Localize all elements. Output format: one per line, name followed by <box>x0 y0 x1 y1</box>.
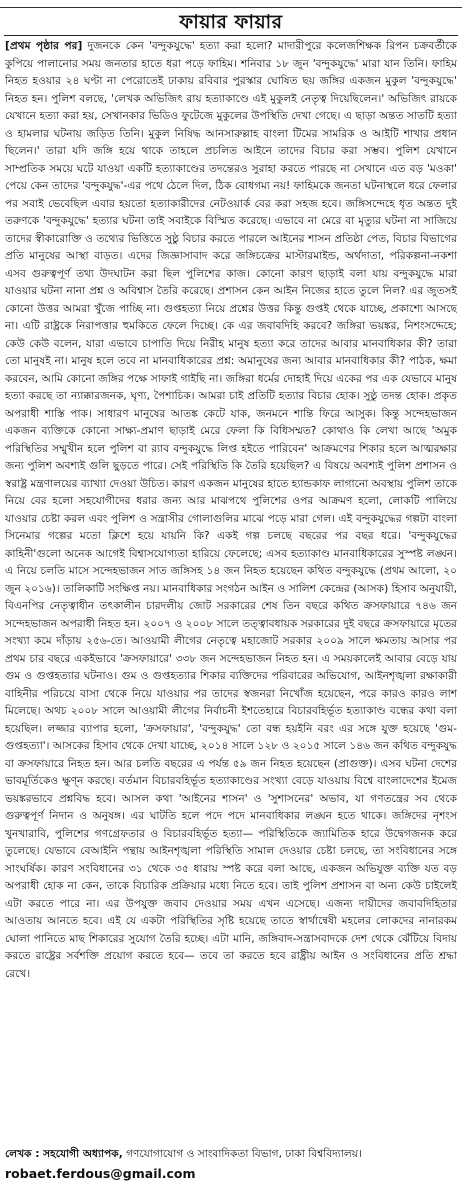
article-text: দুজনকে কেন 'বন্দুকযুদ্ধে' হত্যা করা হলো? মাদারীপুরে কলেজশিক্ষক রিপন চক্রবর্তীকে কুপিয়ে পালানোর সময় জনতার হাতে ধরা পড়ে ফাহিম। শনিবার ১৮ জুন 'বন্দুকযুদ্ধে' মারা যান তিনি। ফাহিম নিহত হওয়ার ২৪ ঘণ্টা না পেরোতেই ঢাকায় রবিবার পুরস্কার ঘোষিত ছয় জঙ্গির একজন মুকুল 'বন্দুকযুদ্ধে' নিহত হন। পুলিশ বলছে, 'লেখক অভিজিৎ রায় হত্যাকাণ্ডে এই মুকুলই নেতৃত্ব দিয়েছিলেন।' অভিজিৎ রায়কে যেখানে হত্যা করা হয়, সেখানকার ভিডিও ফুটেজে মুকুলের উপস্থিতি দেখা গেছে। এ ছাড়া অন্তত সাতটি হত্যা ও হামলার ঘটনায় জড়িত তিনি। মুকুল নিষিদ্ধ আনসারুল্লাহ বাংলা টিমের সামরিক ও আইটি শাখার প্রধান ছিলেন।' তারা যদি জঙ্গি হয়ে থাকে তাহলে প্রচলিত আইনে তাদের বিচার করা সম্ভব। পুলিশ যেখানে সাম্প্রতিক সময়ে ঘটে যাওয়া একটি হত্যাকাণ্ডের তদন্তেরও সুরাহা করতে পারছে না সেখানে এত বড় 'মওকা' পেয়ে কেন তাদের 'বন্দুকযুদ্ধ'-এর পথে ঠেলে দিল, ঠিক বোধগম্য নয়! ফাহিমকে জনতা ঘটনাস্থলে ধরে ফেলার পর সবাই ভেবেছিল এবার হয়তো হত্যাকারীদের নেটওয়ার্ক বের করা সহজ হবে। জঙ্গিসন্দেহে ধৃত অন্তত দুই তরুণকে 'বন্দুকযুদ্ধে' হত্যার ঘটনা তাই সবাইকে বিস্মিত করেছে। এভাবে না মেরে বা মৃত্যুর ঘটনা না সাজিয়ে তাদের স্বীকারোক্তি ও তথ্যের ভিত্তিতে সুষ্ঠু বিচার করতে পারলে আইনের শাসন প্রতিষ্ঠা পেত, বিচার বিভাগের প্রতি মানুষের আস্থা বাড়ত। এদের জিজ্ঞাসাবাদ করে জঙ্গিচক্রের মাস্টারমাইন্ড, অর্থদাতা, পরিকল্পনা-নকশা এসব গুরুত্বপূর্ণ তথ্য উদঘাটন করা ছিল পুলিশের কাজ। কোনো কারণ ছাড়াই বলা যায় বন্দুকযুদ্ধে মারা যাওয়ার ঘটনা নানা প্রশ্ন ও অবিশ্বাস তৈরি করেছে। প্রশাসন কেন আইন নিজের হাতে তুলে নিল? এর জুতসই কোনো উত্তর আমরা খুঁজে পাচ্ছি না। গুপ্তহত্যা নিয়ে প্রশ্নের উত্তর কিন্তু গুপ্তই থেকে যাচ্ছে, প্রকাশ্যে আসছে না। এটি রাষ্ট্রকে নিরাপত্তার হুমকিতে ফেলে দিচ্ছে। কে এর জবাবদিহি করবে? জঙ্গিরা ভয়ঙ্কর, নিশংসদ্দেহে; কেউ কেউ বলেন, যারা এভাবে চাপাতি দিয়ে নিরীহ মানুষ হত্যা করে তাদের আবার মানবাধিকার কী? তারা তো মানুষই না। মানুষ হলে তবে না মানবাধিকারের প্রশ্ন: অমানুষের জন্য আবার মানবাধিকার কী? পাঠক, ক্ষমা করবেন, আমি কোনো জঙ্গির পক্ষে সাফাই গাইছি না। জঙ্গিরা ধর্মের দোহাই দিয়ে একের পর এক যেভাবে মানুষ হত্যা করছে তা ন্যাক্কারজনক, ঘৃণ্য, পৈশাচিক। আমরা চাই প্রতিটি হত্যার বিচার হোক। সুষ্ঠু তদন্ত হোক। প্রকৃত অপরাধী শাস্তি পাক। সাধারণ মানুষের আতঙ্ক কেটে যাক, জনমনে শান্তি ফিরে আসুক। কিন্তু সন্দেহভাজন একজন ব্যক্তিকে কোনো সাক্ষ্য-প্রমাণ ছাড়াই মেরে ফেলা কি বিধিসম্মত? কোথাও কি লেখা আছে 'অমুক পরিস্থিতির সম্মুখীন হলে পুলিশ বা র‍্যাব বন্দুকযুদ্ধে লিপ্ত হইতে পারিবেন' আক্রমণের শিকার হলে আত্মরক্ষার জন্য পুলিশ অবশ্যই গুলি ছুড়তে পারে। সেই পরিস্থিতি কি তৈরি হয়েছিল? এ বিষয়ে অবশ্যই পুলিশ প্রশাসন ও স্বরাষ্ট্র মন্ত্রণালয়ের ব্যাখ্যা দেওয়া উচিত। কারণ একজন মানুষের হাতে হ্যান্ডকাফ লাগানো অবস্থায় পুলিশ তাকে নিয়ে বের হলো সহযোগীদের ধরার জন্য আর মাঝপথে পুলিশের ওপর আক্রমণ হলো, লোকটি পালিয়ে যাওয়ার চেষ্টা করল এবং পুলিশ ও সন্ত্রাসীর গোলাগুলির মাঝে পড়ে মারা গেল। এই বন্দুকযুদ্ধের গল্পটা বাংলা সিনেমার গল্পের মতো ক্লিশে হয়ে যায়নি কি? একই গল্প চলছে বছরের পর বছর ধরে। 'বন্দুকযুদ্ধের কাহিনী'গুলো অনেক আগেই বিশ্বাসযোগ্যতা হারিয়ে ফেলেছে; এসব হত্যাকাণ্ড মানবাধিকারের সুস্পষ্ট লঙ্ঘন। এ নিয়ে চলতি মাসে সন্দেহভাজন সাত জঙ্গিসহ ১৪ জন নিহত হয়েছেন কথিত বন্দুকযুদ্ধে (প্রথম আলো, ২০ জুন ২০১৬)। তালিকাটি সংক্ষিপ্ত নয়। মানবাধিকার সংগঠন আইন ও সালিশ কেন্দ্রের (আসক) হিসাব অনুযায়ী, বিএনপির নেতৃত্বাধীন তৎকালীন চারদলীয় জোট সরকারের শেষ তিন বছরে কথিত ক্রসফায়ারে ৭৪৬ জন সন্দেহভাজন অপরাধী নিহত হন। ২০০৭ ও ২০০৮ সালে তত্ত্বাবধায়ক সরকারের দুই বছরে ক্রসফায়ারে মৃতের সংখ্যা কমে দাঁড়ায় ২৫৬-তে। আওয়ামী লীগের নেতৃত্বে মহাজোট সরকার ২০০৯ সালে ক্ষমতায় আসার পর প্রথম চার বছরে একইভাবে 'ক্রসফায়ারে' ৩৩৮ জন সন্দেহভাজন নিহত হন। এ সময়কালেই আবার বেড়ে যায় গুম ও গুপ্তহত্যার ঘটনাও। গুম ও গুপ্তহত্যার শিকার ব্যক্তিদের পরিবারের অভিযোগ, আইনশৃঙ্খলা রক্ষাকারী বাহিনীর পরিচয়ে বাসা থেকে নিয়ে যাওয়ার পর তাদের স্বজনরা নিখোঁজ হয়েছেন, পরে কারও কারও লাশ মিলেছে। অথচ ২০০৮ সালে আওয়ামী লীগের নির্বাচনী ইশতেহারে বিচারবহির্ভূত হত্যাকাণ্ড বন্ধের কথা বলা হয়েছিল। লজ্জার ব্যাপার হলো, 'ক্রসফায়ার', 'বন্দুকযুদ্ধ' তো বন্ধ হয়ইনি বরং এর সঙ্গে যুক্ত হয়েছে 'গুম-গুপ্তহত্যা'। আসকের হিসাব থেকে দেখা যাচ্ছে, ২০১৪ সালে ১২৮ ও ২০১৫ সালে ১৪৬ জন কথিত বন্দুকযুদ্ধ বা ক্রসফায়ারে নিহত হন। আর চলতি বছরের এ পর্যন্ত ৫৯ জন নিহত হয়েছেন (প্রাগুক্ত)। এসব ঘটনা দেশের ভাবমূর্তিকেও ক্ষুণ্ন করছে। বর্তমান বিচারবহির্ভূত হত্যাকাণ্ডের সংখ্যা বেড়ে যাওয়ায় বিশ্বে বাংলাদেশের ইমেজ ভয়ঙ্করভাবে প্রশ্নবিদ্ধ হবে। আসল কথা 'আইনের শাসন' ও 'সুশাসনের' অভাব, যা গণতন্ত্রের সব থেকে গুরুত্বপূর্ণ নিদান ও অনুষঙ্গ। এর ঘাটতি হলে পদে পদে মানবাধিকার লঙ্ঘন হতে থাকে। জঙ্গিদের নৃশংস খুনখারাবি, পুলিশের গণগ্রেফতার ও বিচারবহির্ভূত হত্যা— পরিস্থিতিকে জ্যামিতিক হারে উদ্বেগজনক করে তুলেছে। যেভাবে বেআইনি পন্থায় আইনশৃঙ্খলা পরিস্থিতি সামাল দেওয়ার চেষ্টা চলছে, তা সংবিধানের সঙ্গে সাংঘর্ষিক। কারণ সংবিধানের ৩১ থেকে ৩৫ ধারায় স্পষ্ট করে বলা আছে, একজন অভিযুক্ত ব্যক্তি যত বড় অপরাধী হোক না কেন, তাকে বিচারিক প্রক্রিয়ার মধ্যে নিতে হবে। তাই পুলিশ প্রশাসন বা অন্য কেউ চাইলেই এটা করতে পারে না। এর উপযুক্ত জবাব দেওয়ার সময় এখন এসেছে। এজন্য দায়ীদের জবাবদিহিতার আওতায় আনতে হবে। এই যে একটা পরিস্থিতির সৃষ্টি হয়েছে তাতে স্বার্থান্বেষী মহলের লোকদের নানারকম ঘোলা পানিতে মাছ শিকারের সুযোগ তৈরি হচ্ছে। এটা মানি, জঙ্গিবাদ-সন্ত্রাসবাদকে দেশ থেকে ঝেঁটিয়ে বিদায় করতে রাষ্ট্রের সর্বশক্তি প্রয়োগ করতে হবে— তবে তা করতে হবে রাষ্ট্রীয় আইন ও সংবিধানের প্রতি শ্রদ্ধা রেখে। <box>5 40 457 980</box>
byline-label: লেখক : সহযোগী অধ্যাপক, <box>5 1148 123 1160</box>
article-body <box>5 38 457 1142</box>
article-title: ফায়ার ফায়ার <box>179 11 283 33</box>
title-divider <box>4 35 458 36</box>
continued-from-label: [প্রথম পৃষ্ঠার পর] <box>5 40 83 52</box>
byline-affiliation: গণযোগাযোগ ও সাংবাদিকতা বিভাগ, ঢাকা বিশ্ববিদ্যালয়। <box>126 1148 362 1160</box>
author-email: robaet.ferdous@gmail.com <box>5 1166 196 1181</box>
cropped-header-strip <box>0 0 462 8</box>
author-byline <box>5 1146 457 1163</box>
article-paragraph <box>5 38 457 983</box>
column-header <box>0 10 462 34</box>
